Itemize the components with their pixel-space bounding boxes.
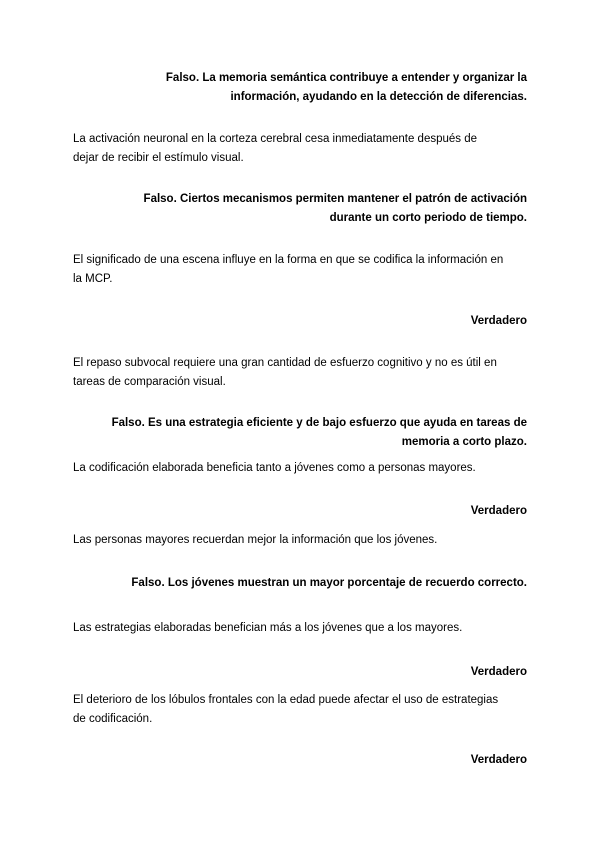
answer-block xyxy=(73,574,527,593)
statement-block xyxy=(73,619,527,638)
statement-block xyxy=(73,691,527,728)
answer-line: Verdadero xyxy=(470,666,527,678)
statement-block xyxy=(73,251,527,288)
answer-line: Verdadero xyxy=(470,754,527,766)
statement-line: La activación neuronal en la corteza cerebral cesa inmediatamente después de xyxy=(73,133,478,145)
answer-block xyxy=(73,190,527,227)
statement-line: la MCP. xyxy=(73,272,113,285)
statement-block xyxy=(73,130,527,167)
answer-line: durante un corto periodo de tiempo. xyxy=(329,211,527,224)
answer-block xyxy=(73,663,527,682)
statement-line: dejar de recibir el estímulo visual. xyxy=(73,151,244,164)
answer-line: Falso. Ciertos mecanismos permiten mantener el patrón de activación xyxy=(143,193,527,205)
statement-block xyxy=(73,354,527,391)
statement-line: Las personas mayores recuerdan mejor la información que los jóvenes. xyxy=(73,534,438,546)
statement-line: tareas de comparación visual. xyxy=(73,375,226,388)
statement-block xyxy=(73,459,527,478)
answer-block xyxy=(73,312,527,331)
statement-line: El significado de una escena influye en la forma en que se codifica la información en xyxy=(73,254,504,266)
statement-line: de codificación. xyxy=(73,712,153,725)
answer-block xyxy=(73,502,527,521)
answer-line: Verdadero xyxy=(470,315,527,327)
answer-block xyxy=(73,414,527,451)
answer-line: Verdadero xyxy=(470,505,527,517)
statement-line: El deterioro de los lóbulos frontales con la edad puede afectar el uso de estrategias xyxy=(73,694,499,706)
answer-line: memoria a corto plazo. xyxy=(401,435,527,448)
statement-line: El repaso subvocal requiere una gran cantidad de esfuerzo cognitivo y no es útil en xyxy=(73,357,497,369)
answer-line: Falso. Es una estrategia eficiente y de bajo esfuerzo que ayuda en tareas de xyxy=(111,417,527,429)
answer-line: información, ayudando en la detección de diferencias. xyxy=(230,90,527,103)
statement-line: Las estrategias elaboradas benefician más a los jóvenes que a los mayores. xyxy=(73,622,463,634)
statement-block xyxy=(73,531,527,550)
answer-block xyxy=(73,751,527,770)
statement-line: La codificación elaborada beneficia tanto a jóvenes como a personas mayores. xyxy=(73,462,476,474)
answer-line: Falso. La memoria semántica contribuye a entender y organizar la xyxy=(165,72,527,84)
answer-block xyxy=(73,69,527,106)
answer-line: Falso. Los jóvenes muestran un mayor porcentaje de recuerdo correcto. xyxy=(131,577,527,589)
